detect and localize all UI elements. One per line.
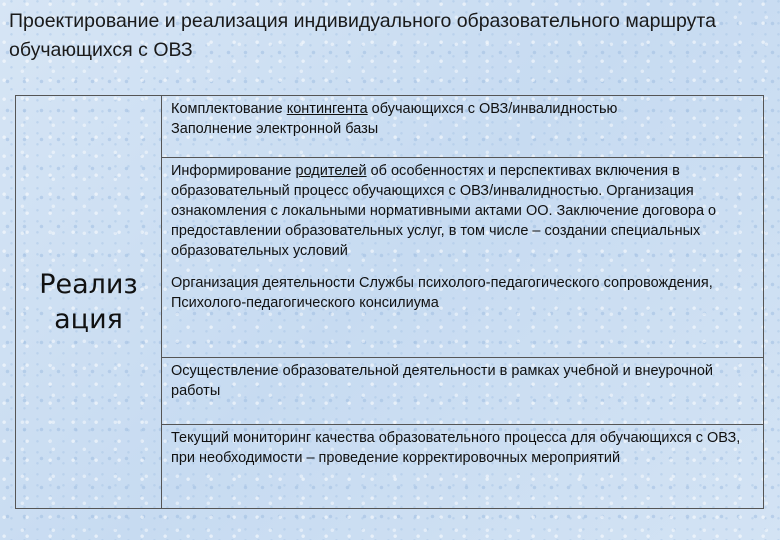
page-title: Проектирование и реализация индивидуального образовательного маршрута обучающихся с ОВЗ xyxy=(9,10,716,61)
task-cell-informing xyxy=(162,158,764,358)
database-text: Заполнение электронной базы xyxy=(171,121,379,137)
educational-activity-text: Осуществление образовательной деятельности в рамках учебной и внеурочной работы xyxy=(171,363,713,399)
enrollment-text: Комплектование контингента обучающихся с ОВЗ/инвалидностью xyxy=(171,101,618,117)
implementation-table xyxy=(15,95,764,509)
stage-label-part1: Реализ xyxy=(39,269,138,300)
monitoring-text: Текущий мониторинг качества образовательного процесса для обучающихся с ОВЗ, при необходимости – проведение корректировочных мероприятий xyxy=(171,430,741,466)
parents-term: родителей xyxy=(295,163,367,179)
informing-text: Информирование родителей об особенностях и перспективах включения в образовательный процесс обучающихся с ОВЗ/инвалидностью. Организация ознакомления с локальными нормативными актами ОО. Заключение договора о предоставлении образовательных услуг, в том числе – создании специальных образовательных условий xyxy=(171,163,717,259)
stage-label-part2: ация xyxy=(54,304,123,335)
task-cell-enrollment xyxy=(162,96,764,158)
stage-cell xyxy=(16,96,162,509)
contingent-term: контингента xyxy=(286,101,368,117)
service-organization-text: Организация деятельности Службы психолого-педагогического сопровождения, Психолого-педагогического консилиума xyxy=(171,275,713,311)
task-cell-monitoring xyxy=(162,425,764,509)
task-cell-educational-activity xyxy=(162,358,764,425)
table-row xyxy=(16,96,764,158)
